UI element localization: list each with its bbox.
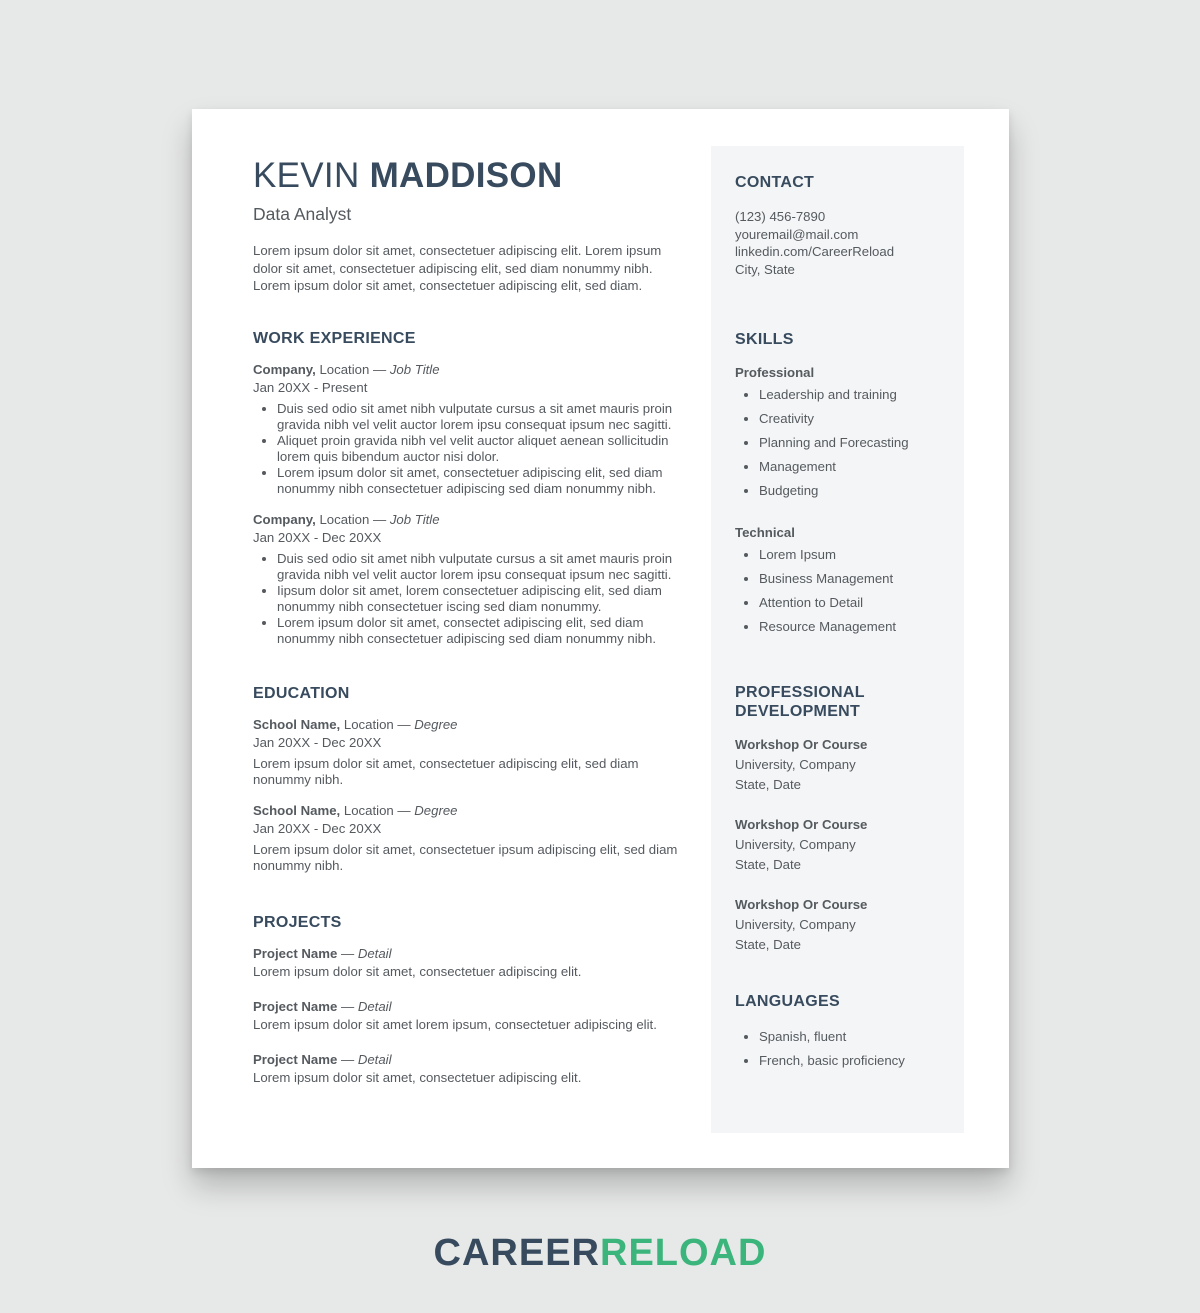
education-heading: EDUCATION [253, 684, 350, 702]
project-separator: — [337, 945, 358, 961]
degree: Degree [414, 802, 458, 818]
last-name: MADDISON [369, 156, 563, 195]
skill-item: • Business Management [759, 567, 945, 591]
school-name: School Name, [253, 802, 341, 818]
first-name: KEVIN [253, 156, 360, 195]
project-name: Project Name [253, 945, 338, 961]
job-location: Location — [315, 361, 390, 377]
sidebar-content [735, 146, 945, 1073]
skills-technical-label: Technical [735, 524, 795, 540]
course-org: University, Company [735, 916, 856, 932]
project-entry [253, 1051, 683, 1087]
careerreload-logo [0, 1232, 1200, 1275]
project-separator: — [337, 1051, 358, 1067]
education-header [253, 716, 683, 734]
project-name: Project Name [253, 1051, 338, 1067]
contact-block [735, 208, 945, 279]
course-place: State, Date [735, 856, 801, 872]
resume-sidebar [711, 146, 964, 1133]
project-header [253, 1051, 683, 1069]
contact-phone: (123) 456-7890 [735, 209, 826, 224]
project-entry [253, 945, 683, 981]
skills-heading: SKILLS [735, 330, 794, 348]
project-detail: Detail [357, 1051, 392, 1067]
languages-heading: LANGUAGES [735, 992, 840, 1010]
contact-heading: CONTACT [735, 174, 815, 191]
summary: Lorem ipsum dolor sit amet, consectetuer adipiscing elit. Lorem ipsum dolor sit amet, consectetuer adipiscing elit, sed diam nonummy nibh. Lorem ipsum dolor sit amet, consectetuer adipiscing elit, sed diam. [253, 243, 662, 294]
skill-item: • Creativity [759, 407, 945, 431]
education-dates: Jan 20XX - Dec 20XX [253, 734, 382, 750]
education-description: Lorem ipsum dolor sit amet, consectetuer adipiscing elit, sed diam nonummy nibh. [253, 755, 639, 787]
candidate-name [253, 154, 683, 198]
language-item: • French, basic proficiency [759, 1049, 945, 1073]
company: Company, [253, 511, 316, 527]
skill-item: • Lorem Ipsum [759, 543, 945, 567]
work-experience-heading: WORK EXPERIENCE [253, 329, 416, 347]
contact-email: youremail@mail.com [735, 226, 859, 242]
contact-linkedin: linkedin.com/CareerReload [735, 244, 895, 260]
course-title: Workshop Or Course [735, 736, 868, 752]
professional-skills-list [735, 383, 945, 503]
logo-reload-text: RELOAD [600, 1232, 767, 1274]
degree: Degree [414, 716, 458, 732]
contact-location: City, State [735, 262, 795, 278]
education-description: Lorem ipsum dolor sit amet, consectetuer ipsum adipiscing elit, sed diam nonummy nibh. [253, 841, 678, 873]
education-dates: Jan 20XX - Dec 20XX [253, 820, 382, 836]
job-header [253, 511, 683, 529]
resume-main-column [253, 154, 683, 1087]
project-header [253, 945, 683, 963]
development-item [735, 735, 945, 795]
project-detail: Detail [357, 945, 392, 961]
project-entry [253, 998, 683, 1034]
project-description: Lorem ipsum dolor sit amet, consectetuer adipiscing elit. [253, 1069, 582, 1085]
job-location: Location — [315, 511, 390, 527]
technical-skills-list [735, 543, 945, 639]
job-dates: Jan 20XX - Dec 20XX [253, 529, 382, 545]
skill-item: • Leadership and training [759, 383, 945, 407]
pd-heading-line: PROFESSIONAL [735, 683, 865, 701]
project-name: Project Name [253, 998, 338, 1014]
project-header [253, 998, 683, 1016]
course-title: Workshop Or Course [735, 816, 868, 832]
skill-item: • Attention to Detail [759, 591, 945, 615]
job-bullets [253, 401, 683, 497]
professional-development-heading [735, 683, 945, 721]
languages-list [735, 1025, 945, 1073]
education-header [253, 802, 683, 820]
job-role: Job Title [389, 511, 440, 527]
skill-item: • Budgeting [759, 479, 945, 503]
projects-heading: PROJECTS [253, 913, 342, 931]
job-bullet: • Lorem ipsum dolor sit amet, consectetuer adipiscing elit, sed diam nonummy nibh consectetuer adipiscing sed diam nonummy nibh. [277, 465, 683, 497]
course-org: University, Company [735, 756, 856, 772]
development-item [735, 895, 945, 955]
job-entry [253, 511, 683, 647]
skills-professional-label: Professional [735, 364, 815, 380]
project-separator: — [337, 998, 358, 1014]
course-place: State, Date [735, 936, 801, 952]
job-bullets [253, 551, 683, 647]
skill-item: • Planning and Forecasting [759, 431, 945, 455]
project-description: Lorem ipsum dolor sit amet lorem ipsum, consectetuer adipiscing elit. [253, 1016, 657, 1032]
job-bullet: • Duis sed odio sit amet nibh vulputate cursus a sit amet mauris proin gravida nibh vel velit auctor lorem ipsu consequat ipsum nec sagitti. [277, 551, 683, 583]
job-bullet: • Iipsum dolor sit amet, lorem consectetuer adipiscing elit, sed diam nonummy nibh consectetuer iscing sed diam nonummy. [277, 583, 683, 615]
job-title: Data Analyst [253, 204, 352, 224]
company: Company, [253, 361, 316, 377]
resume-sheet [192, 109, 1009, 1168]
logo-career-text: CAREER [433, 1232, 600, 1274]
school-location: Location — [340, 716, 415, 732]
language-item: • Spanish, fluent [759, 1025, 945, 1049]
job-bullet: • Lorem ipsum dolor sit amet, consectet adipiscing elit, sed diam nonummy nibh consectetuer adipiscing sed diam nonummy nibh. [277, 615, 683, 647]
pd-heading-line: DEVELOPMENT [735, 702, 861, 720]
course-org: University, Company [735, 836, 856, 852]
skill-item: • Resource Management [759, 615, 945, 639]
course-place: State, Date [735, 776, 801, 792]
education-entry [253, 802, 683, 874]
job-bullet: • Aliquet proin gravida nibh vel velit auctor aliquet aenean sollicitudin lorem quis bibendum auctor nisi dolor. [277, 433, 683, 465]
course-title: Workshop Or Course [735, 896, 868, 912]
project-detail: Detail [357, 998, 392, 1014]
school-name: School Name, [253, 716, 341, 732]
job-entry [253, 361, 683, 497]
job-role: Job Title [389, 361, 440, 377]
school-location: Location — [340, 802, 415, 818]
project-description: Lorem ipsum dolor sit amet, consectetuer adipiscing elit. [253, 963, 582, 979]
development-item [735, 815, 945, 875]
job-header [253, 361, 683, 379]
skill-item: • Management [759, 455, 945, 479]
job-bullet: • Duis sed odio sit amet nibh vulputate cursus a sit amet mauris proin gravida nibh vel velit auctor lorem ipsu consequat ipsum nec sagitti. [277, 401, 683, 433]
job-dates: Jan 20XX - Present [253, 379, 368, 395]
education-entry [253, 716, 683, 788]
